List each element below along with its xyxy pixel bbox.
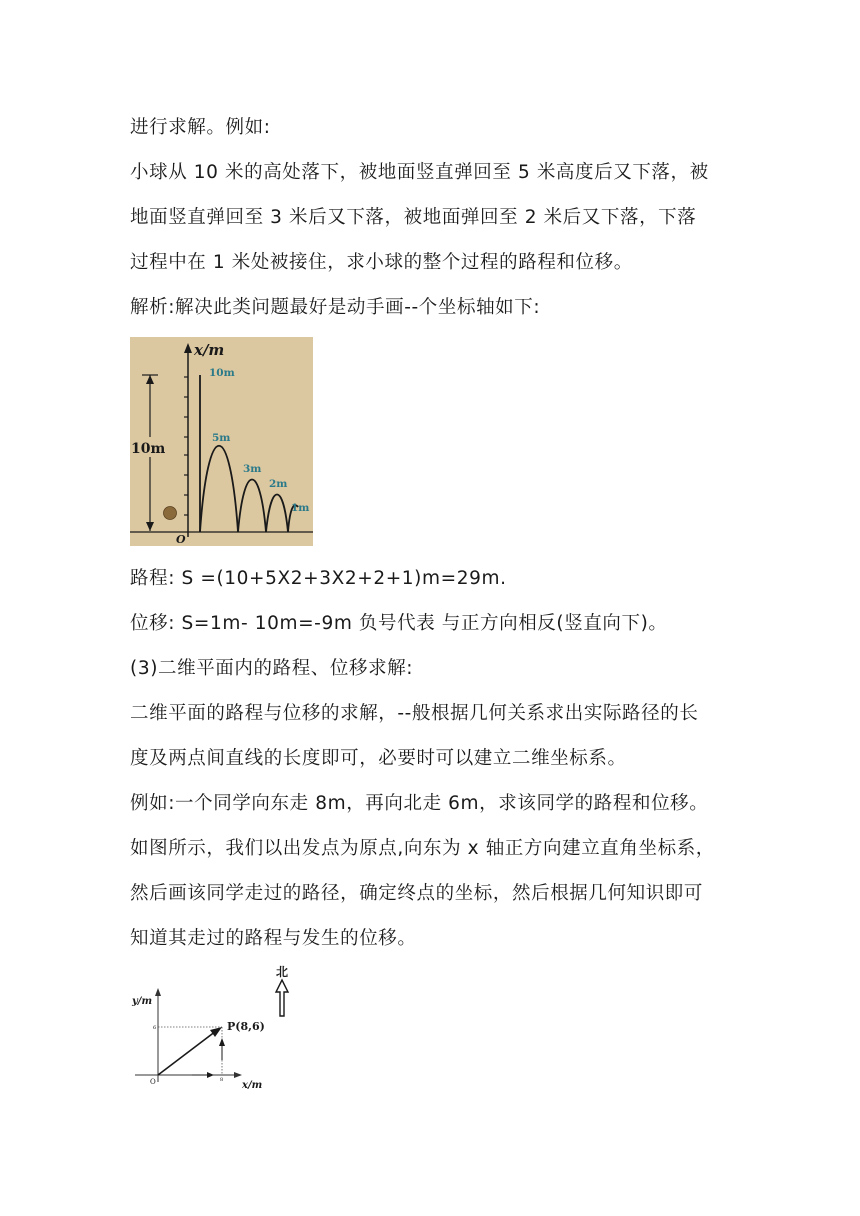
mark-3m: 3m [243, 463, 262, 475]
bouncing-ball-diagram [130, 337, 313, 546]
mark-2m: 2m [269, 478, 288, 490]
axis-arrow-icon [184, 343, 192, 353]
paragraph-distance: 路程: S =(10+5X2+3X2+2+1)m=29m. [130, 568, 507, 589]
paragraph-problem-line-3: 过程中在 1 米处被接住，求小球的整个过程的路程和位移。 [130, 252, 633, 273]
paragraph-intro: 进行求解。例如: [130, 117, 271, 138]
x-tick-label: 8 [220, 1077, 224, 1083]
bouncing-ball-figure [130, 337, 313, 546]
point-label: P(8,6) [227, 1020, 265, 1033]
displacement-arrow-icon [210, 1027, 222, 1037]
paragraph-section-heading: (3)二维平面内的路程、位移求解: [130, 658, 414, 679]
bounce-2m-path [266, 495, 288, 533]
paragraph-method-line-2: 然后画该同学走过的路径，确定终点的坐标，然后根据几何知识即可 [130, 883, 704, 904]
ball-icon [164, 507, 177, 520]
origin-label: O [150, 1078, 156, 1086]
east-path-arrow-icon [207, 1072, 214, 1078]
bounce-3m-path [238, 480, 266, 533]
mark-1m: 1m [291, 502, 310, 514]
paragraph-analysis: 解析:解决此类问题最好是动手画--个坐标轴如下: [130, 297, 541, 318]
y-axis-label: y/m [132, 996, 153, 1007]
height-label: 10m [131, 441, 166, 457]
y-axis-arrow-icon [155, 988, 161, 996]
dimension-arrow-up-icon [146, 375, 154, 384]
coordinate-diagram [130, 962, 295, 1092]
north-path-arrow-icon [219, 1038, 225, 1046]
mark-5m: 5m [212, 432, 231, 444]
coordinate-figure [130, 962, 295, 1092]
x-axis-arrow-icon [234, 1072, 242, 1078]
paragraph-problem-line-1: 小球从 10 米的高处落下，被地面竖直弹回至 5 米高度后又下落，被 [130, 162, 709, 183]
bounce-5m-path [200, 446, 238, 532]
north-arrow-icon [276, 980, 288, 1016]
paragraph-2d-line-1: 二维平面的路程与位移的求解，--般根据几何关系求出实际路径的长 [130, 703, 699, 724]
paragraph-method-line-3: 知道其走过的路程与发生的位移。 [130, 928, 417, 949]
x-axis-label: x/m [242, 1080, 263, 1091]
paragraph-displacement: 位移: S=1m- 10m=-9m 负号代表 与正方向相反(竖直向下)。 [130, 613, 668, 634]
paragraph-2d-line-2: 度及两点间直线的长度即可，必要时可以建立二维坐标系。 [130, 748, 627, 769]
dimension-arrow-down-icon [146, 522, 154, 531]
y-tick-label: 6 [153, 1025, 157, 1031]
displacement-vector [158, 1031, 216, 1075]
north-label: 北 [276, 965, 289, 979]
mark-10m: 10m [209, 367, 235, 379]
paragraph-method-line-1: 如图所示，我们以出发点为原点,向东为 x 轴正方向建立直角坐标系， [130, 838, 715, 859]
axis-label: x/m [194, 341, 225, 359]
paragraph-example: 例如:一个同学向东走 8m，再向北走 6m，求该同学的路程和位移。 [130, 793, 709, 814]
paragraph-problem-line-2: 地面竖直弹回至 3 米后又下落，被地面弹回至 2 米后又下落，下落 [130, 207, 697, 228]
origin-label: O [176, 533, 186, 546]
